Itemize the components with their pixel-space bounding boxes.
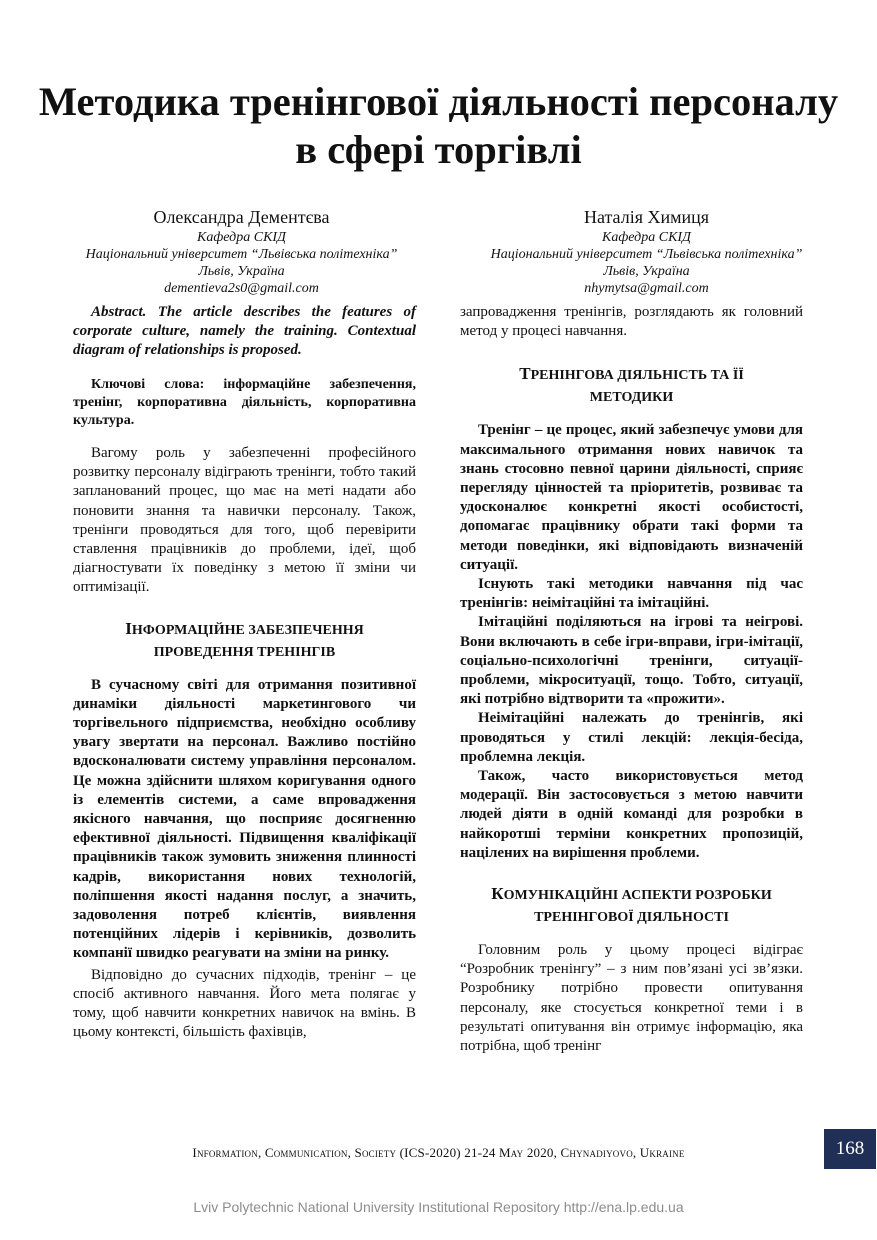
section-heading-2 [460,363,803,409]
footer-text: Information, Communication, Society (ICS-2020) 21-24 May 2020, Chynadiyovo, Ukraine [192,1145,685,1160]
paper-title-line-1: Методика тренінгової діяльності персоналу [38,79,839,124]
page-number: 168 [824,1129,876,1169]
repository-watermark[interactable]: Lviv Polytechnic National University Institutional Repository http://ena.lp.edu.ua [193,1199,684,1215]
heading-initial: Т [519,364,531,384]
author-city: Львів, Україна [198,264,285,279]
section-heading-3 [460,883,803,929]
author-city: Львів, Україна [603,264,690,279]
abstract: Abstract. The article describes the features of corporate culture, namely the training. Contextual diagram of relationships is proposed. [73,304,416,358]
section-2-paragraph-1: Тренінг – це процес, який забезпечує умови для максимального отримання нових навичок та знань стосовно певної царини діяльності, сприяє перегляду цінностей та пріоритетів, розвиває та удосконалює конкретні якості особистості, допомагає працівнику обрати такі форми та методи поведінки, які відповідають визначеній ситуації. [460,422,803,573]
section-2-paragraph-4: Неімітаційні належать до тренінгів, які проводяться у стилі лекцій: лекція-бесіда, проблемна лекція. [460,710,803,765]
heading-text: ОМУНІКАЦІЙНІ АСПЕКТИ РОЗРОБКИ [503,888,772,904]
heading-text-line-2: ТРЕНІНГОВОЇ ДІЯЛЬНОСТІ [534,910,729,926]
continued-paragraph: запровадження тренінгів, розглядають як головний метод у процесі навчання. [460,304,803,340]
section-2-paragraph-3: Імітаційні поділяються на ігрові та неігрові. Вони включають в себе ігри-вправи, ігри-імітації, соціально-психологічні тренінги, ситуації-проблеми, мікроситуації, тощо. Тобто, ситуації, які потрібно відтворити та «прожити». [460,614,803,708]
author-department: Кафедра СКІД [197,230,286,245]
heading-text: НФОРМАЦІЙНЕ ЗАБЕЗПЕЧЕННЯ [131,622,364,638]
right-column [460,303,803,1056]
author-block-1 [55,206,428,297]
author-email[interactable]: nhymytsa@gmail.com [584,281,709,296]
section-1-paragraph-1: В сучасному світі для отримання позитивної динаміки діяльності маркетингового чи торгівельного підприємства, необхідно особливу увагу звертати на персонал. Важливо постійно вдосконалювати систему управління персоналом. Це можна здійснити шляхом коригування одного із елементів системи, а саме впровадження якісного навчання, що посприяє досягненню ефективної діяльності. Підвищення кваліфікації працівників також зумовить зниження плинності кадрів, використання нових технологій, поліпшення якості надання послуг, а значить, задоволення потреб клієнтів, виявлення потенційних лідерів і керівників, дозволить компанії швидко реагувати на зміни на ринку. [73,676,416,962]
heading-text-line-2: МЕТОДИКИ [589,390,674,406]
heading-initial: К [491,884,504,904]
paper-title-line-2: в сфері торгівлі [295,127,582,172]
paper-title [0,78,877,174]
keywords: Ключові слова: інформаційне забезпечення, тренінг, корпоративна діяльність, корпоративна культура. [73,377,416,428]
author-name: Олександра Дементєва [153,207,330,227]
section-2-paragraph-5: Також, часто використовується метод модерації. Він застосовується з метою навчити людей діяти в одній команді для розробки в найкоротші терміни конкретних пропозицій, націлених на вирішення проблеми. [460,768,803,861]
left-column [73,303,416,1042]
heading-initial: І [125,618,132,638]
section-2-paragraph-2: Існують такі методики навчання під час тренінгів: неімітаційні та імітаційні. [460,576,803,612]
author-university: Національний університет “Львівська політехніка” [490,247,803,262]
author-university: Національний університет “Львівська політехніка” [85,247,398,262]
author-email[interactable]: dementieva2s0@gmail.com [164,281,319,296]
author-name: Наталія Химиця [583,207,710,227]
conference-footer [0,1145,877,1161]
section-3-paragraph-1: Головним роль у цьому процесі відіграє “Розробник тренінгу” – з ним пов’язані усі зв’язки. Розробнику потрібно провести опитування персоналу, яке стосується конкретної теми і в результаті опитування він отримує інформацію, яка потрібна, щоб тренінг [460,942,803,1055]
intro-paragraph: Вагому роль у забезпеченні професійного розвитку персоналу відіграють тренінги, тобто такий запланований процес, що має на меті надати або поновити знання та навички персоналу. Також, тренінги проводяться для того, щоб перевірити ставлення працівників до проблеми, ідеї, щоб діагностувати їх поведінку з метою її зміни чи оптимізації. [73,445,416,596]
author-block-2 [460,206,833,297]
section-heading-1 [73,618,416,664]
heading-text: РЕНІНГОВА ДІЯЛЬНІСТЬ ТА ЇЇ [530,368,744,384]
author-department: Кафедра СКІД [602,230,691,245]
section-1-paragraph-2: Відповідно до сучасних підходів, тренінг – це спосіб активного навчання. Його мета полягає у тому, щоб навчити конкретних навичок на вмінь. В цьому контексті, більшість фахівців, [73,966,416,1041]
heading-text-line-2: ПРОВЕДЕННЯ ТРЕНІНГІВ [153,644,336,660]
